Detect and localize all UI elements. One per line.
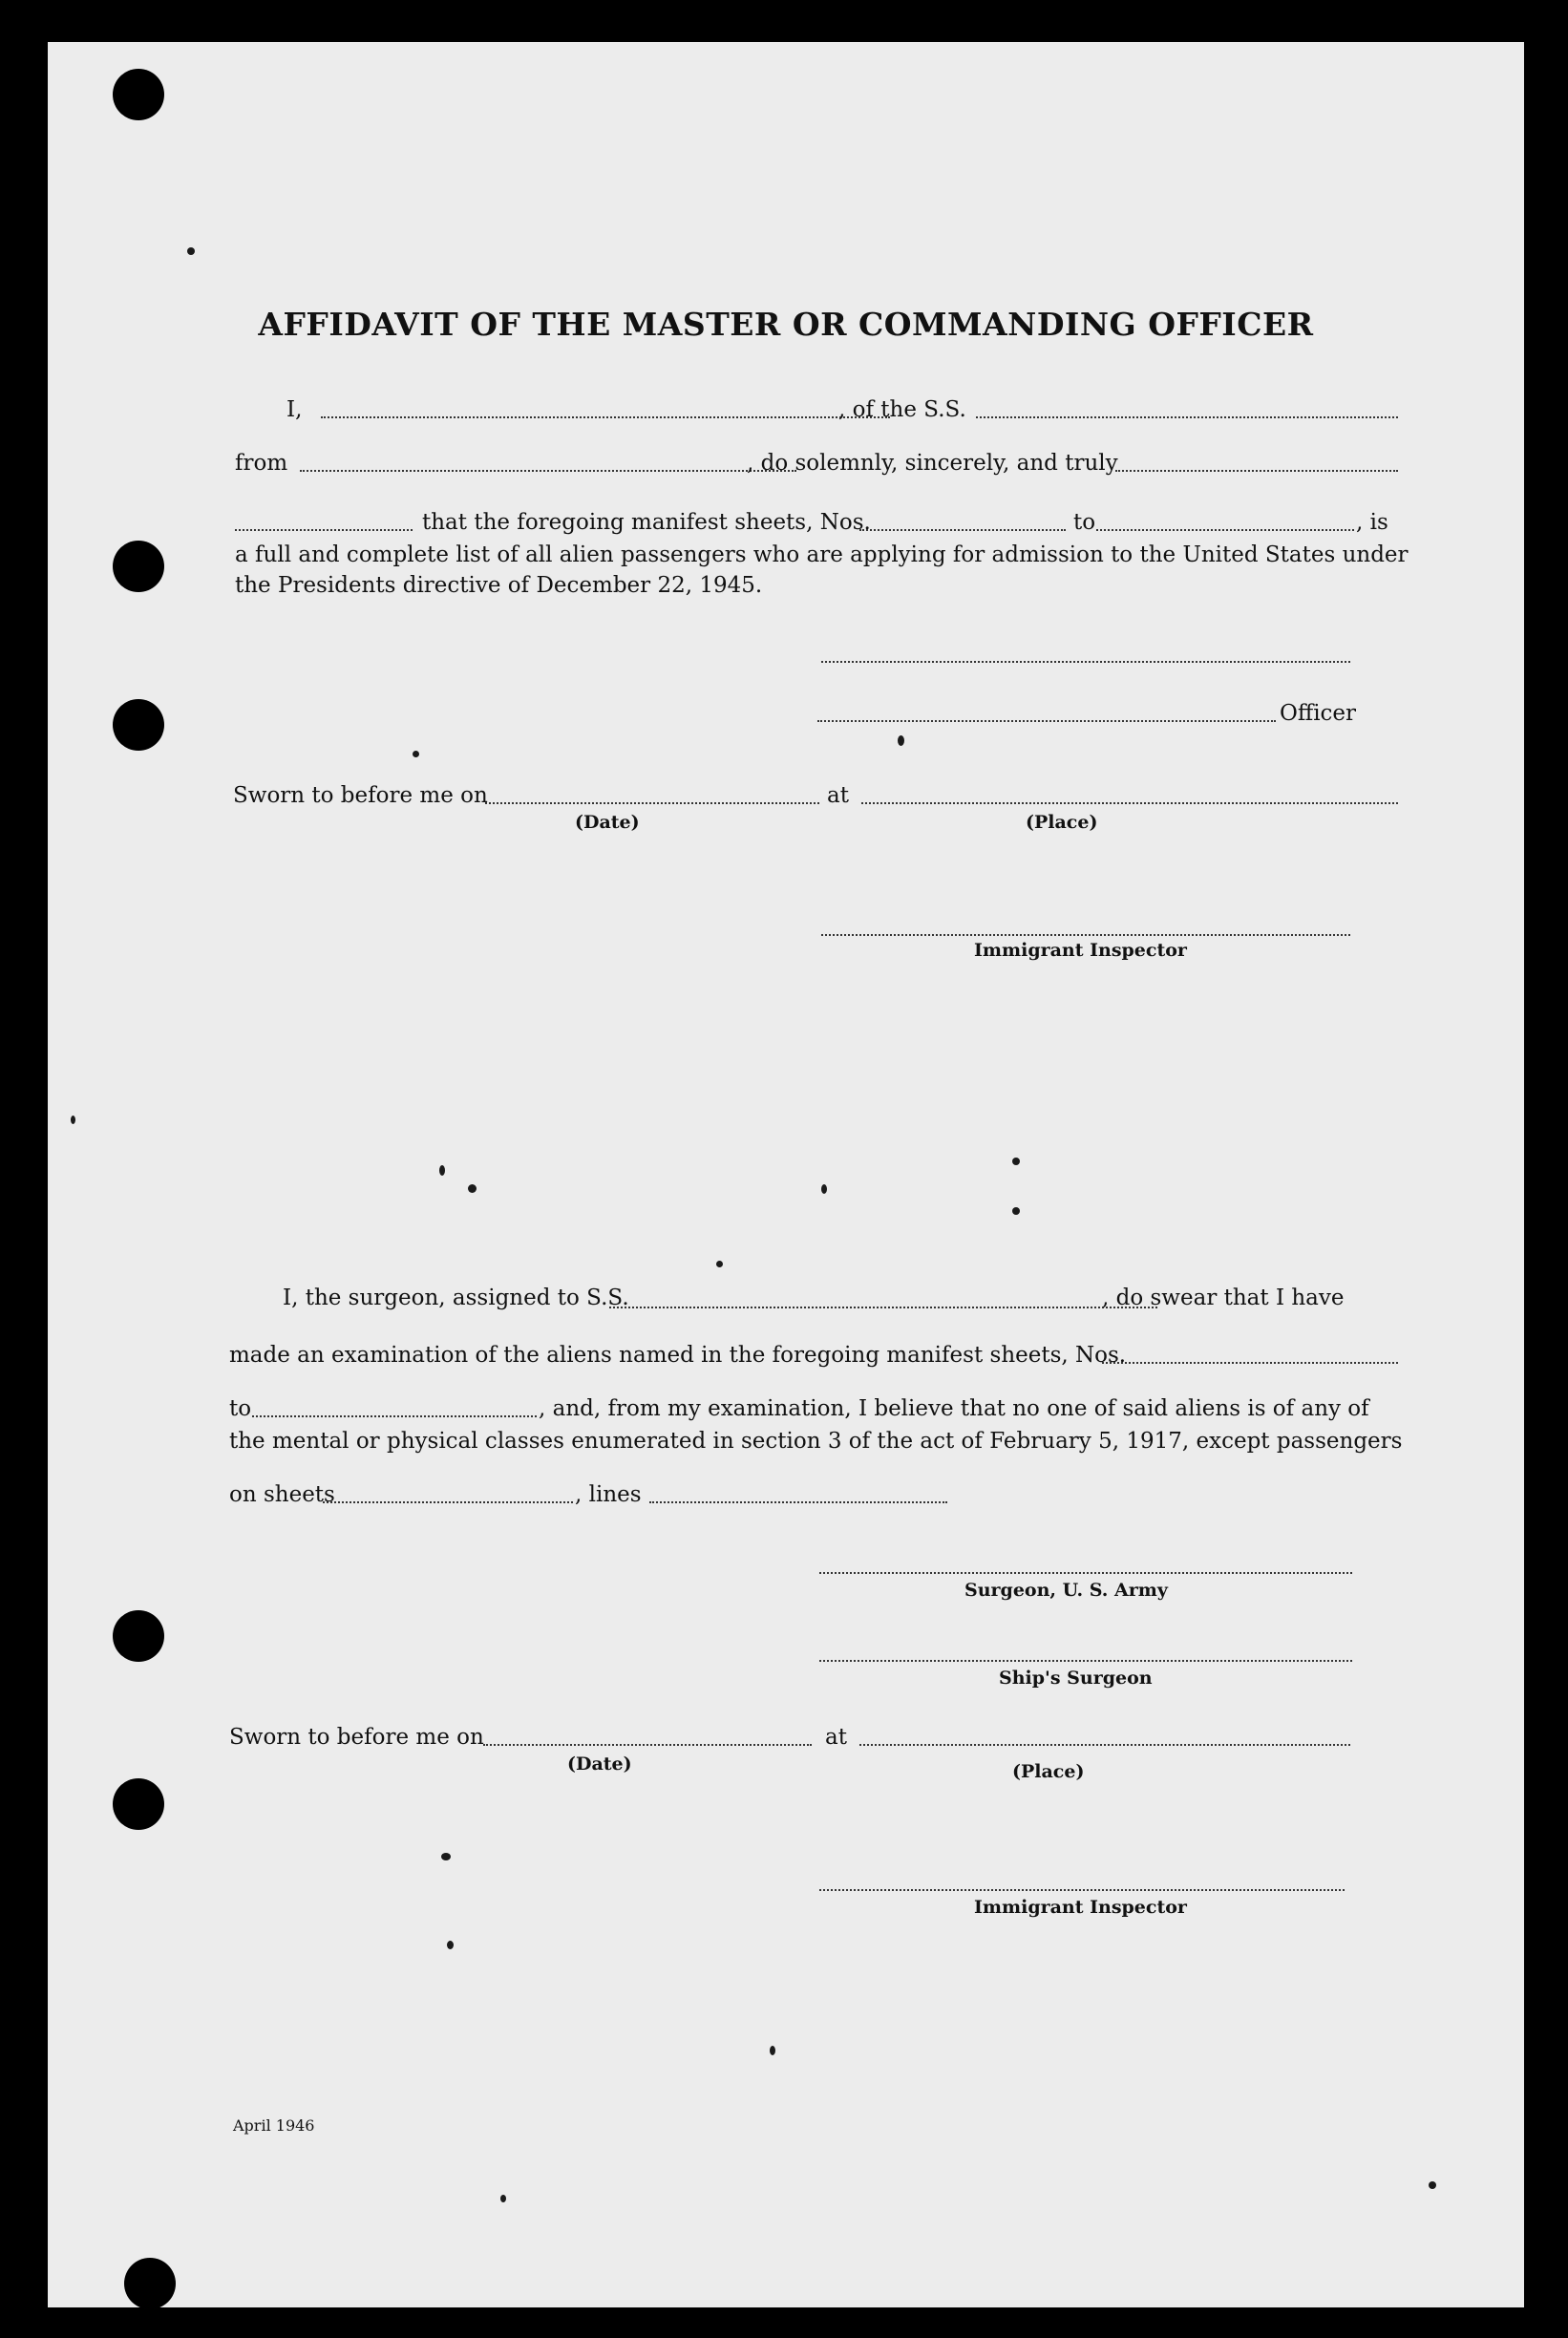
- inspector-caption: Immigrant Inspector: [974, 940, 1187, 961]
- punch-hole: [124, 2258, 176, 2307]
- affidavit-i-label: I,: [286, 397, 303, 422]
- examined-sheets-field[interactable]: [1102, 1362, 1398, 1364]
- surgeon-inspector-caption: Immigrant Inspector: [974, 1897, 1187, 1918]
- exception-sheets-field[interactable]: [323, 1501, 573, 1503]
- belief-text: , and, from my examination, I believe that no one of said aliens is of any of: [539, 1396, 1369, 1421]
- ship-name-field[interactable]: [976, 416, 1398, 418]
- scan-speck: [1429, 2181, 1436, 2189]
- ss-label: , of the S.S.: [838, 397, 966, 422]
- place-caption: (Place): [1026, 812, 1098, 833]
- from-label: from: [235, 451, 288, 476]
- oath-word-field-2[interactable]: [235, 529, 413, 531]
- manifest-to-field[interactable]: [1096, 529, 1354, 531]
- surgeon-sworn-place-field[interactable]: [859, 1744, 1350, 1746]
- scan-speck: [187, 247, 195, 255]
- to-label: to: [1073, 510, 1096, 535]
- exception-lines-field[interactable]: [649, 1501, 947, 1503]
- directive-text: the Presidents directive of December 22, 1945.: [235, 573, 763, 598]
- sworn-label: Sworn to before me on: [233, 783, 488, 808]
- affidavit-statement: a full and complete list of all alien passengers who are applying for admission to the United States under: [235, 542, 1409, 567]
- scan-speck: [898, 735, 904, 746]
- document-page: [48, 42, 1524, 2307]
- surgeon-sworn-label: Sworn to before me on: [229, 1725, 484, 1750]
- sworn-place-field[interactable]: [861, 802, 1398, 804]
- manifest-sheets-text: that the foregoing manifest sheets, Nos.: [422, 510, 871, 535]
- surgeon-to-label: to: [229, 1396, 252, 1421]
- officer-label: Officer: [1280, 701, 1357, 726]
- surgeon-inspector-signature-line[interactable]: [819, 1889, 1345, 1891]
- scan-speck: [441, 1853, 451, 1860]
- surgeon-place-caption: (Place): [1012, 1761, 1085, 1782]
- ships-surgeon-caption: Ship's Surgeon: [999, 1668, 1153, 1689]
- surgeon-statement-end: , do swear that I have: [1102, 1286, 1345, 1310]
- on-sheets-label: on sheets: [229, 1482, 335, 1507]
- manifest-from-field[interactable]: [859, 529, 1066, 531]
- date-caption: (Date): [575, 812, 640, 833]
- inspector-signature-line[interactable]: [821, 934, 1350, 936]
- scan-speck: [770, 2046, 775, 2055]
- surgeon-date-caption: (Date): [567, 1754, 632, 1775]
- surgeon-at-label: at: [825, 1725, 847, 1750]
- punch-hole: [113, 1778, 164, 1830]
- at-label: at: [827, 783, 849, 808]
- ships-surgeon-signature-line[interactable]: [819, 1660, 1352, 1662]
- from-port-field[interactable]: [300, 470, 796, 472]
- sworn-date-field[interactable]: [485, 802, 819, 804]
- solemnly-text: , do solemnly, sincerely, and truly: [747, 451, 1118, 476]
- surgeon-ship-field[interactable]: [609, 1307, 1157, 1308]
- surgeon-statement-start: I, the surgeon, assigned to S.S.: [283, 1286, 629, 1310]
- scan-speck: [413, 751, 419, 757]
- is-label: , is: [1356, 510, 1388, 535]
- examination-text: made an examination of the aliens named in the foregoing manifest sheets, Nos.: [229, 1343, 1127, 1368]
- lines-label: , lines: [575, 1482, 642, 1507]
- scan-speck: [439, 1165, 445, 1176]
- scan-speck: [71, 1116, 75, 1124]
- surgeon-sworn-date-field[interactable]: [483, 1744, 812, 1746]
- scan-speck: [500, 2195, 506, 2202]
- examined-sheets-to-field[interactable]: [252, 1415, 537, 1417]
- scan-speck: [716, 1261, 723, 1267]
- punch-hole: [113, 541, 164, 592]
- punch-hole: [113, 1610, 164, 1662]
- form-revision-date: April 1946: [233, 2116, 315, 2135]
- scan-speck: [1012, 1207, 1020, 1215]
- master-name-field[interactable]: [321, 416, 890, 418]
- scan-speck: [821, 1184, 827, 1194]
- oath-word-field[interactable]: [1115, 470, 1398, 472]
- officer-signature-line-2[interactable]: [817, 720, 1276, 722]
- officer-signature-line-1[interactable]: [821, 661, 1350, 663]
- scan-speck: [1012, 1158, 1020, 1165]
- army-surgeon-caption: Surgeon, U. S. Army: [964, 1580, 1168, 1601]
- classes-text: the mental or physical classes enumerated in section 3 of the act of February 5, 1917, except passengers: [229, 1429, 1403, 1454]
- form-title: AFFIDAVIT OF THE MASTER OR COMMANDING OFFICER: [258, 306, 1314, 343]
- army-surgeon-signature-line[interactable]: [819, 1572, 1352, 1574]
- punch-hole: [113, 699, 164, 751]
- punch-hole: [113, 69, 164, 120]
- scan-speck: [447, 1941, 454, 1949]
- scan-speck: [468, 1184, 477, 1193]
